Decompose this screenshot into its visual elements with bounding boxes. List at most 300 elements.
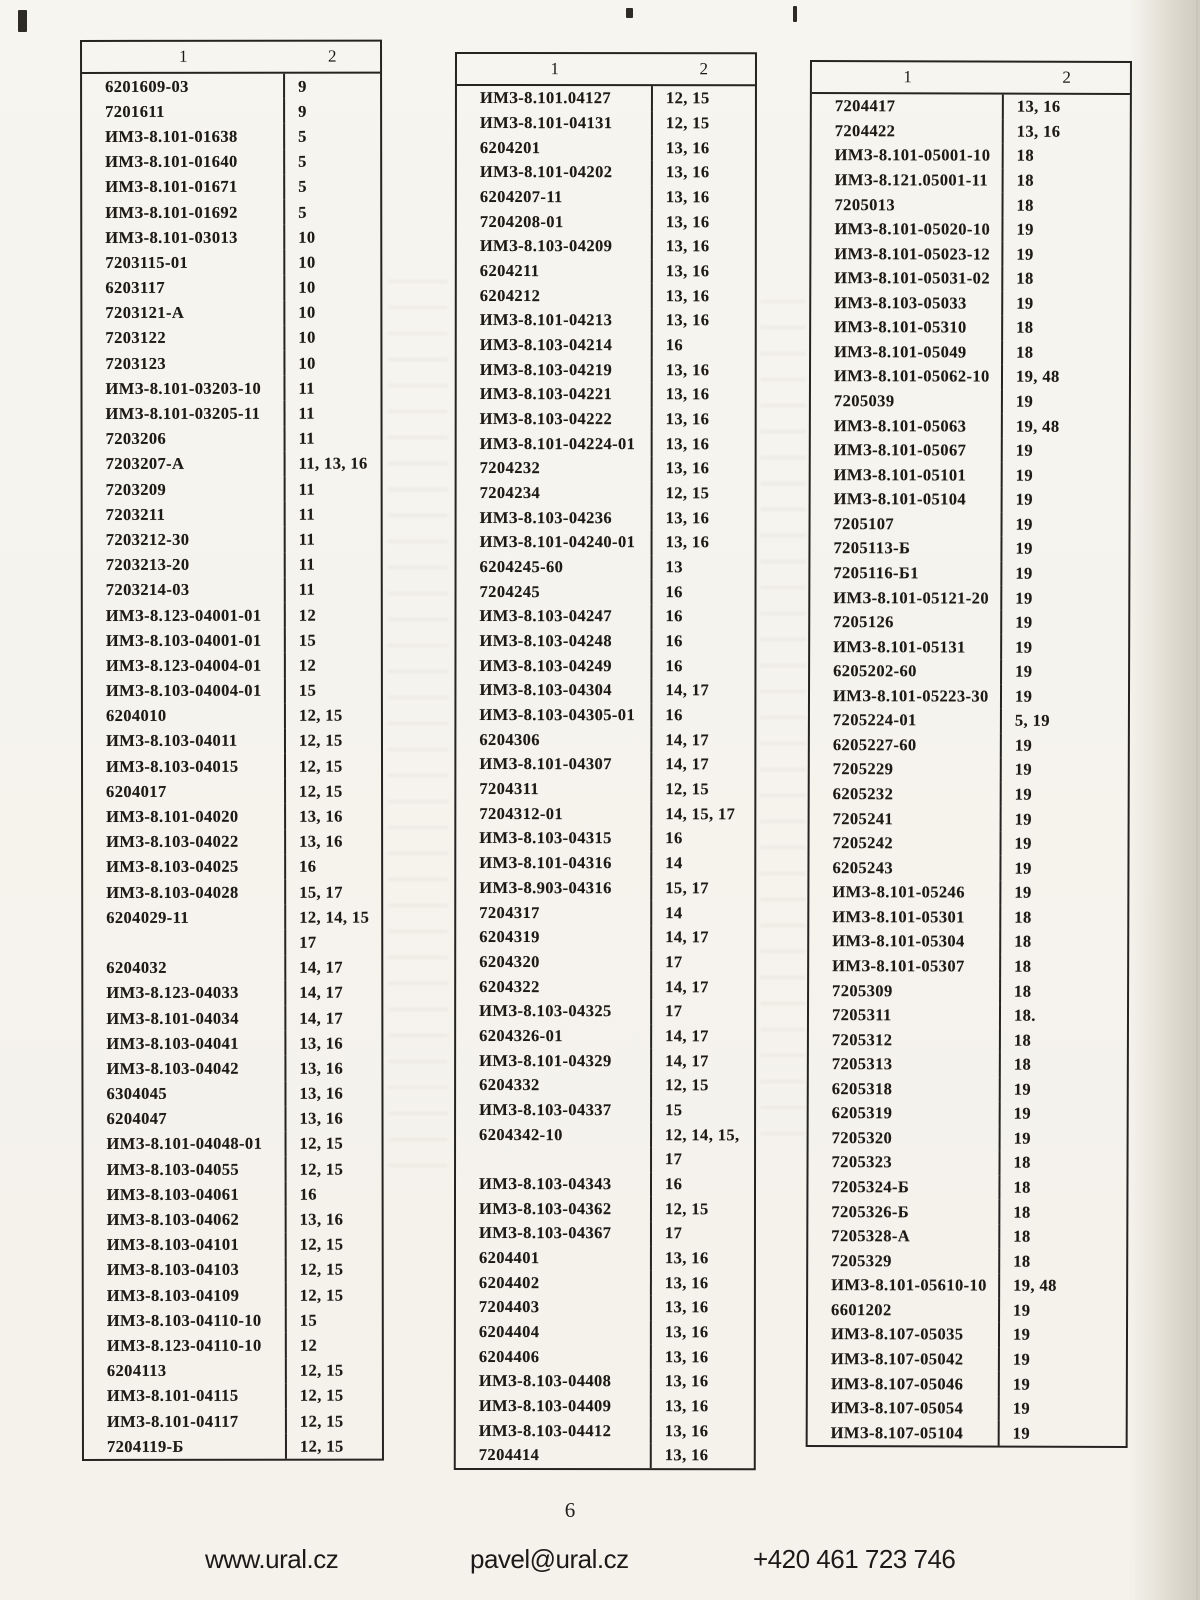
page-ref-cell: 16	[665, 606, 683, 626]
page-ref-cell: 13, 16	[664, 1248, 709, 1268]
part-number-cell: 6203117	[82, 275, 285, 300]
table-row	[83, 426, 381, 452]
page-ref-cell: 13, 16	[664, 1322, 709, 1342]
page-ref-cell: 12	[298, 655, 317, 675]
page-ref-cell: 19	[1016, 219, 1034, 239]
table-row	[456, 752, 754, 777]
footer-website-link[interactable]: www.ural.cz	[205, 1544, 339, 1574]
part-number-cell: ИМЗ-8.101-05031-02	[811, 266, 1003, 291]
page-ref-cell: 15	[298, 630, 317, 650]
table-row	[456, 1147, 754, 1172]
table-row	[84, 1182, 382, 1208]
page-ref-cell: 11	[298, 428, 315, 448]
part-number-cell: 7204232	[457, 456, 653, 481]
page-ref-cell: 19	[1015, 440, 1034, 460]
part-number-cell: 7204234	[457, 481, 653, 506]
table-row	[810, 561, 1128, 587]
page-ref-cell: 16	[665, 335, 684, 355]
part-number-cell: ИМЗ-8.107-05046	[808, 1371, 1000, 1396]
part-number-cell: 7204317	[456, 900, 652, 925]
part-number-cell: ИМЗ-8.103-04001-01	[83, 628, 286, 653]
page-ref-cell: 17	[664, 1223, 683, 1243]
table-row	[457, 505, 755, 530]
page-ref-cell: 14, 17	[665, 680, 710, 700]
part-number-cell: 7203212-30	[83, 527, 286, 552]
part-number-cell: ИМЗ-8.121.05001-11	[812, 168, 1004, 193]
table-row	[811, 413, 1129, 439]
scan-speck	[793, 6, 797, 22]
page-ref-cell: 12, 15	[299, 781, 343, 801]
part-number-cell: 7205224-01	[810, 708, 1002, 733]
table-row	[808, 1248, 1126, 1274]
table-row	[808, 1175, 1126, 1201]
page-ref-cell: 18.	[1013, 1005, 1036, 1025]
table-row	[84, 1283, 382, 1309]
page-ref-cell: 18	[1016, 146, 1035, 166]
table-header-row	[457, 54, 755, 86]
part-number-cell: ИМЗ-8.101-05067	[811, 438, 1003, 463]
table-row	[456, 1246, 754, 1271]
page-ref-cell: 19, 48	[1015, 367, 1060, 387]
table-row	[82, 99, 380, 125]
table-row	[808, 1396, 1126, 1422]
part-number-cell: ИМЗ-8.101-01638	[82, 124, 285, 149]
page-ref-cell: 13, 16	[299, 806, 343, 826]
part-number-cell: ИМЗ-8.101-05131	[810, 634, 1002, 659]
part-number-cell: ИМЗ-8.123-04001-01	[83, 603, 286, 628]
part-number-cell: ИМЗ-8.101-05304	[809, 929, 1001, 954]
part-number-cell: ИМЗ-8.101-01692	[82, 200, 285, 225]
part-number-cell: ИМЗ-8.101-04115	[84, 1383, 287, 1408]
page-ref-cell: 18	[1014, 932, 1032, 952]
page-ref-cell: 10	[298, 328, 316, 348]
table-row	[84, 1358, 382, 1384]
part-number-cell: ИМЗ-8.123-04110-10	[84, 1333, 287, 1358]
table-row	[457, 407, 755, 432]
page-ref-cell: 19	[1014, 760, 1033, 780]
part-number-cell: 7205309	[809, 978, 1001, 1003]
page-ref-cell: 5	[298, 177, 307, 197]
table-row	[456, 1196, 754, 1221]
part-number-cell: ИМЗ-8.103-04343	[456, 1172, 652, 1197]
page-ref-cell: 19	[1014, 858, 1032, 878]
page-ref-cell: 10	[298, 277, 316, 297]
table-row	[810, 831, 1128, 857]
parts-index-table-middle	[454, 52, 757, 1470]
table-row	[82, 200, 380, 226]
part-number-cell: ИМЗ-8.101-05610-10	[808, 1273, 1000, 1298]
part-number-cell: 7203214-03	[83, 577, 286, 602]
part-number-cell: ИМЗ-8.101-05049	[811, 340, 1003, 365]
table-row	[456, 851, 754, 876]
page-ref-cell: 18	[1016, 317, 1034, 338]
table-row	[808, 1420, 1126, 1446]
part-number-cell: ИМЗ-8.101-03203-10	[82, 376, 285, 401]
part-number-cell: ИМЗ-8.103-04103	[84, 1258, 287, 1283]
page-ref-cell: 19	[1013, 1103, 1032, 1124]
part-number-cell: 7204422	[812, 119, 1004, 144]
table-row	[811, 241, 1129, 267]
page-ref-cell: 12, 14, 15	[299, 907, 370, 927]
page-ref-cell: 18	[1016, 195, 1034, 215]
part-number-cell: 7201611	[82, 99, 285, 124]
table-row	[810, 634, 1128, 660]
table-row	[456, 950, 754, 975]
page-ref-cell: 13, 16	[299, 1209, 344, 1229]
page-ref-cell: 19	[1015, 637, 1033, 657]
page-ref-cell: 13, 16	[299, 1058, 344, 1078]
page-ref-cell: 19	[1014, 882, 1032, 902]
page-ref-cell: 12, 15	[299, 1285, 344, 1305]
table-row	[811, 438, 1129, 464]
page-ref-cell: 14	[665, 902, 683, 922]
part-number-cell: 7205326-Б	[808, 1199, 1000, 1224]
part-number-cell: ИМЗ-8.103-04219	[457, 357, 653, 382]
part-number-cell: 7205313	[809, 1052, 1001, 1077]
table-row	[457, 456, 755, 481]
part-number-cell: 6204306	[456, 727, 652, 752]
page-ref-cell: 13, 16	[664, 1346, 709, 1366]
footer	[0, 1544, 1200, 1586]
page-ref-cell: 16	[665, 705, 683, 725]
page-ref-cell: 16	[665, 655, 683, 675]
table-row	[809, 1126, 1127, 1152]
part-number-cell: ИМЗ-8.103-04249	[456, 653, 652, 678]
table-row	[83, 703, 381, 729]
page-ref-cell: 18	[1016, 342, 1034, 362]
bleed-through-texture	[388, 280, 448, 1180]
table-row	[84, 1257, 382, 1283]
page-ref-cell: 13, 16	[299, 1083, 344, 1103]
page-ref-cell: 5	[298, 151, 307, 171]
table-row	[84, 1207, 382, 1233]
page-ref-cell: 19	[1016, 244, 1034, 264]
page-ref-cell: 12	[298, 605, 317, 625]
table-row	[456, 876, 754, 901]
part-number-cell: 6204029-11	[83, 905, 286, 930]
part-number-cell: 7204403	[456, 1295, 652, 1320]
part-number-cell: ИМЗ-8.101-03013	[82, 225, 285, 250]
part-number-cell: 7203211	[83, 502, 286, 527]
table-row	[456, 629, 754, 654]
page-ref-cell: 13, 16	[299, 831, 343, 851]
part-number-cell: 7204414	[456, 1443, 652, 1468]
table-row	[809, 954, 1127, 980]
page-ref-cell: 19	[1015, 588, 1033, 608]
page-ref-cell: 13, 16	[665, 211, 710, 231]
part-number-cell: 6205232	[810, 782, 1002, 807]
part-number-cell: ИМЗ-8.101-04117	[84, 1409, 287, 1434]
page-edge-line	[1196, 0, 1198, 1600]
table-row	[83, 955, 381, 981]
page-ref-cell: 13, 16	[665, 310, 710, 330]
table-row	[809, 1052, 1127, 1078]
table-row	[808, 1298, 1126, 1324]
page-ref-cell: 16	[665, 1174, 683, 1194]
part-number-cell: 7205241	[810, 806, 1002, 831]
table-row	[84, 1308, 382, 1334]
part-number-cell: ИМЗ-8.103-04304	[456, 678, 652, 703]
table-row	[810, 585, 1128, 611]
page-ref-cell: 13, 16	[665, 162, 710, 182]
table-row	[82, 174, 380, 200]
table-row	[812, 94, 1130, 120]
page-ref-cell: 12, 15	[298, 705, 343, 725]
page-ref-cell: 12, 15	[299, 1234, 344, 1254]
page-ref-cell: 19	[1015, 465, 1034, 485]
part-number-cell: 6601202	[808, 1298, 1000, 1323]
part-number-cell: 6204401	[456, 1246, 652, 1271]
page-ref-cell: 18	[1013, 1251, 1031, 1271]
page-ref-cell: 19	[1012, 1349, 1031, 1369]
table-row	[457, 209, 755, 234]
part-number-cell: 6204212	[457, 283, 653, 308]
page-ref-cell: 15	[299, 1310, 318, 1330]
table-row	[456, 1098, 754, 1123]
table-row	[83, 1106, 381, 1132]
table-row	[808, 1199, 1126, 1225]
table-row	[456, 1344, 754, 1369]
page-ref-cell: 18	[1014, 981, 1032, 1001]
page-ref-cell: 13, 16	[664, 1396, 709, 1416]
page-ref-cell: 9	[298, 76, 307, 96]
part-number-cell: ИМЗ-8.903-04316	[456, 876, 652, 901]
table-row	[457, 579, 755, 604]
page-ref-cell: 18	[1013, 1177, 1031, 1197]
column-header-2: 2	[699, 59, 709, 79]
table-row	[809, 929, 1127, 955]
page-ref-cell: 13, 16	[664, 1371, 709, 1391]
page-ref-cell: 15, 17	[299, 882, 343, 902]
part-number-cell: ИМЗ-8.101-05101	[811, 462, 1003, 487]
page-ref-cell: 18	[1013, 1153, 1031, 1173]
part-number-cell: 7203213-20	[83, 552, 286, 577]
part-number-cell: ИМЗ-8.101-04307	[456, 752, 652, 777]
table-row	[83, 577, 381, 603]
part-number-cell: 6204342-10	[456, 1122, 652, 1147]
part-number-cell: ИМЗ-8.101-05307	[809, 954, 1001, 979]
table-row	[83, 1081, 381, 1107]
table-row	[456, 604, 754, 629]
table-row	[82, 149, 380, 175]
part-number-cell: ИМЗ-8.101.04127	[457, 86, 653, 111]
table-row	[811, 487, 1129, 513]
table-row	[83, 678, 381, 704]
part-number-cell	[83, 930, 286, 955]
page-ref-cell: 16	[299, 857, 317, 877]
table-row	[811, 340, 1129, 366]
page-number: 6	[564, 1498, 576, 1522]
page-ref-cell: 12, 15	[299, 1134, 344, 1154]
part-number-cell: ИМЗ-8.103-04028	[83, 880, 286, 905]
part-number-cell: 6204245-60	[457, 555, 653, 580]
table-row	[84, 1383, 382, 1409]
table-row	[84, 1232, 382, 1258]
table-row	[83, 880, 381, 906]
page-ref-cell: 12, 15	[665, 1075, 709, 1095]
page-ref-cell: 19, 48	[1013, 1275, 1057, 1296]
table-row	[457, 357, 755, 382]
page-ref-cell: 11	[298, 554, 316, 574]
part-number-cell: 7205329	[808, 1248, 1000, 1273]
table-row	[82, 376, 380, 402]
part-number-cell: 6204322	[456, 974, 652, 999]
table-row	[810, 708, 1128, 734]
table-body	[82, 74, 382, 1459]
table-row	[456, 999, 754, 1024]
page-ref-cell: 13	[665, 557, 683, 577]
page-ref-cell: 14, 17	[665, 1050, 709, 1070]
part-number-cell: ИМЗ-8.101-05001-10	[812, 143, 1004, 168]
page-ref-cell: 10	[298, 302, 316, 322]
table-row	[457, 185, 755, 210]
part-number-cell: 6205243	[809, 855, 1001, 880]
page-ref-cell: 12, 15	[665, 113, 710, 133]
page-ref-cell: 19	[1014, 735, 1033, 755]
part-number-cell: 7205312	[809, 1027, 1001, 1052]
part-number-cell: 6204032	[83, 955, 286, 980]
table-row	[457, 530, 755, 555]
table-row	[84, 1434, 382, 1460]
page-ref-cell: 13, 16	[665, 359, 710, 379]
table-row	[808, 1347, 1126, 1373]
part-number-cell: 6204320	[456, 950, 652, 975]
table-row	[456, 900, 754, 925]
parts-index-table-right	[806, 60, 1132, 1448]
part-number-cell: ИМЗ-8.103-04061	[84, 1182, 287, 1207]
part-number-cell: 7205323	[808, 1150, 1000, 1175]
page-ref-cell: 13, 16	[665, 187, 710, 207]
table-row	[812, 192, 1130, 218]
table-row	[83, 980, 381, 1006]
table-row	[457, 308, 755, 333]
part-number-cell: ИМЗ-8.103-04337	[456, 1098, 652, 1123]
table-row	[456, 1270, 754, 1295]
part-number-cell: 7205229	[810, 757, 1002, 782]
page-ref-cell: 14, 17	[299, 982, 343, 1003]
table-row	[457, 431, 755, 456]
part-number-cell: ИМЗ-8.101-05063	[811, 413, 1003, 438]
page-ref-cell: 16	[299, 1184, 317, 1204]
page-ref-cell: 19	[1012, 1398, 1031, 1418]
table-row	[811, 462, 1129, 488]
table-row	[810, 733, 1128, 759]
part-number-cell: 7205311	[809, 1003, 1001, 1028]
part-number-cell: 7204245	[457, 579, 653, 604]
part-number-cell: ИМЗ-8.103-04004-01	[83, 678, 286, 703]
page-ref-cell: 19	[1013, 1300, 1031, 1320]
part-number-cell: ИМЗ-8.103-04011	[83, 729, 286, 754]
page-ref-cell: 19	[1014, 686, 1033, 706]
part-number-cell: 7205116-Б1	[810, 561, 1002, 586]
page-ref-cell: 14, 17	[665, 927, 709, 947]
page-ref-cell: 15	[298, 680, 317, 700]
column-header-2: 2	[328, 46, 338, 66]
table-row	[811, 217, 1129, 243]
page-ref-cell: 18	[1013, 1202, 1031, 1222]
part-number-cell: ИМЗ-8.101-05223-30	[810, 684, 1002, 709]
part-number-cell: 7205113-Б	[810, 536, 1002, 561]
table-row	[456, 925, 754, 950]
table-row	[83, 728, 381, 754]
page-ref-cell: 12, 15	[299, 756, 343, 776]
part-number-cell: ИМЗ-8.103-04367	[456, 1221, 652, 1246]
footer-email-link[interactable]: pavel@ural.cz	[470, 1544, 629, 1574]
parts-index-table-left	[80, 40, 384, 1461]
table-row	[456, 653, 754, 678]
table-row	[84, 1333, 382, 1359]
page-ref-cell: 14, 17	[299, 957, 343, 977]
part-number-cell: ИМЗ-8.107-05104	[808, 1420, 1000, 1445]
table-row	[457, 333, 755, 358]
page-ref-cell: 12, 15	[299, 1385, 344, 1406]
part-number-cell: ИМЗ-8.103-04305-01	[456, 703, 652, 728]
page-ref-cell: 19	[1014, 833, 1032, 853]
page-ref-cell: 14, 17	[665, 976, 709, 996]
table-row	[808, 1273, 1126, 1299]
table-row	[83, 502, 381, 528]
table-row	[811, 364, 1129, 390]
table-row	[457, 86, 755, 111]
page-ref-cell: 12, 14, 15,	[665, 1124, 740, 1144]
page-ref-cell: 5, 19	[1014, 710, 1050, 731]
table-row	[812, 143, 1130, 169]
page-ref-cell: 13, 16	[665, 261, 710, 281]
page-ref-cell: 12, 15	[664, 1198, 709, 1218]
part-number-cell: 6204211	[457, 259, 653, 284]
part-number-cell: ИМЗ-8.103-04209	[457, 234, 653, 259]
part-number-cell: ИМЗ-8.103-04412	[456, 1418, 652, 1443]
page-ref-cell: 13, 16	[665, 409, 710, 429]
table-row	[83, 779, 381, 805]
table-row	[810, 610, 1128, 636]
part-number-cell: ИМЗ-8.101-04020	[83, 804, 286, 829]
part-number-cell: 6204319	[456, 925, 652, 950]
page-ref-cell: 17	[665, 952, 683, 972]
part-number-cell: 6204402	[456, 1270, 652, 1295]
page-ref-cell: 19	[1015, 612, 1033, 632]
part-number-cell: 7205320	[809, 1126, 1001, 1151]
part-number-cell: ИМЗ-8.107-05035	[808, 1322, 1000, 1347]
part-number-cell: ИМЗ-8.101-05121-20	[810, 585, 1002, 610]
table-row	[83, 653, 381, 679]
page-ref-cell: 14, 15, 17	[665, 803, 736, 824]
page-ref-cell: 19	[1015, 391, 1034, 411]
page-ref-cell: 18	[1014, 956, 1032, 976]
page-ref-cell: 14, 17	[299, 1008, 344, 1028]
table-row	[811, 389, 1129, 415]
part-number-cell: ИМЗ-8.101-04316	[456, 851, 652, 876]
part-number-cell: 7205242	[810, 831, 1002, 856]
table-row	[83, 1031, 381, 1057]
part-number-cell: 7203207-А	[83, 452, 286, 477]
page-ref-cell: 16	[665, 581, 683, 601]
table-row	[82, 351, 380, 377]
part-number-cell: 6204207-11	[457, 185, 653, 210]
table-row	[456, 1418, 754, 1443]
part-number-cell: 7205039	[811, 389, 1003, 414]
table-row	[82, 250, 380, 276]
column-header-2: 2	[1062, 67, 1072, 87]
part-number-cell: ИМЗ-8.103-04222	[457, 407, 653, 432]
table-row	[457, 382, 755, 407]
part-number-cell: 7203122	[82, 326, 285, 351]
part-number-cell: ИМЗ-8.103-04248	[456, 629, 652, 654]
page-ref-cell: 19	[1016, 293, 1034, 313]
page-ref-cell: 18	[1013, 1226, 1031, 1246]
page-ref-cell: 14	[665, 853, 683, 873]
page-ref-cell: 18	[1013, 1054, 1032, 1074]
